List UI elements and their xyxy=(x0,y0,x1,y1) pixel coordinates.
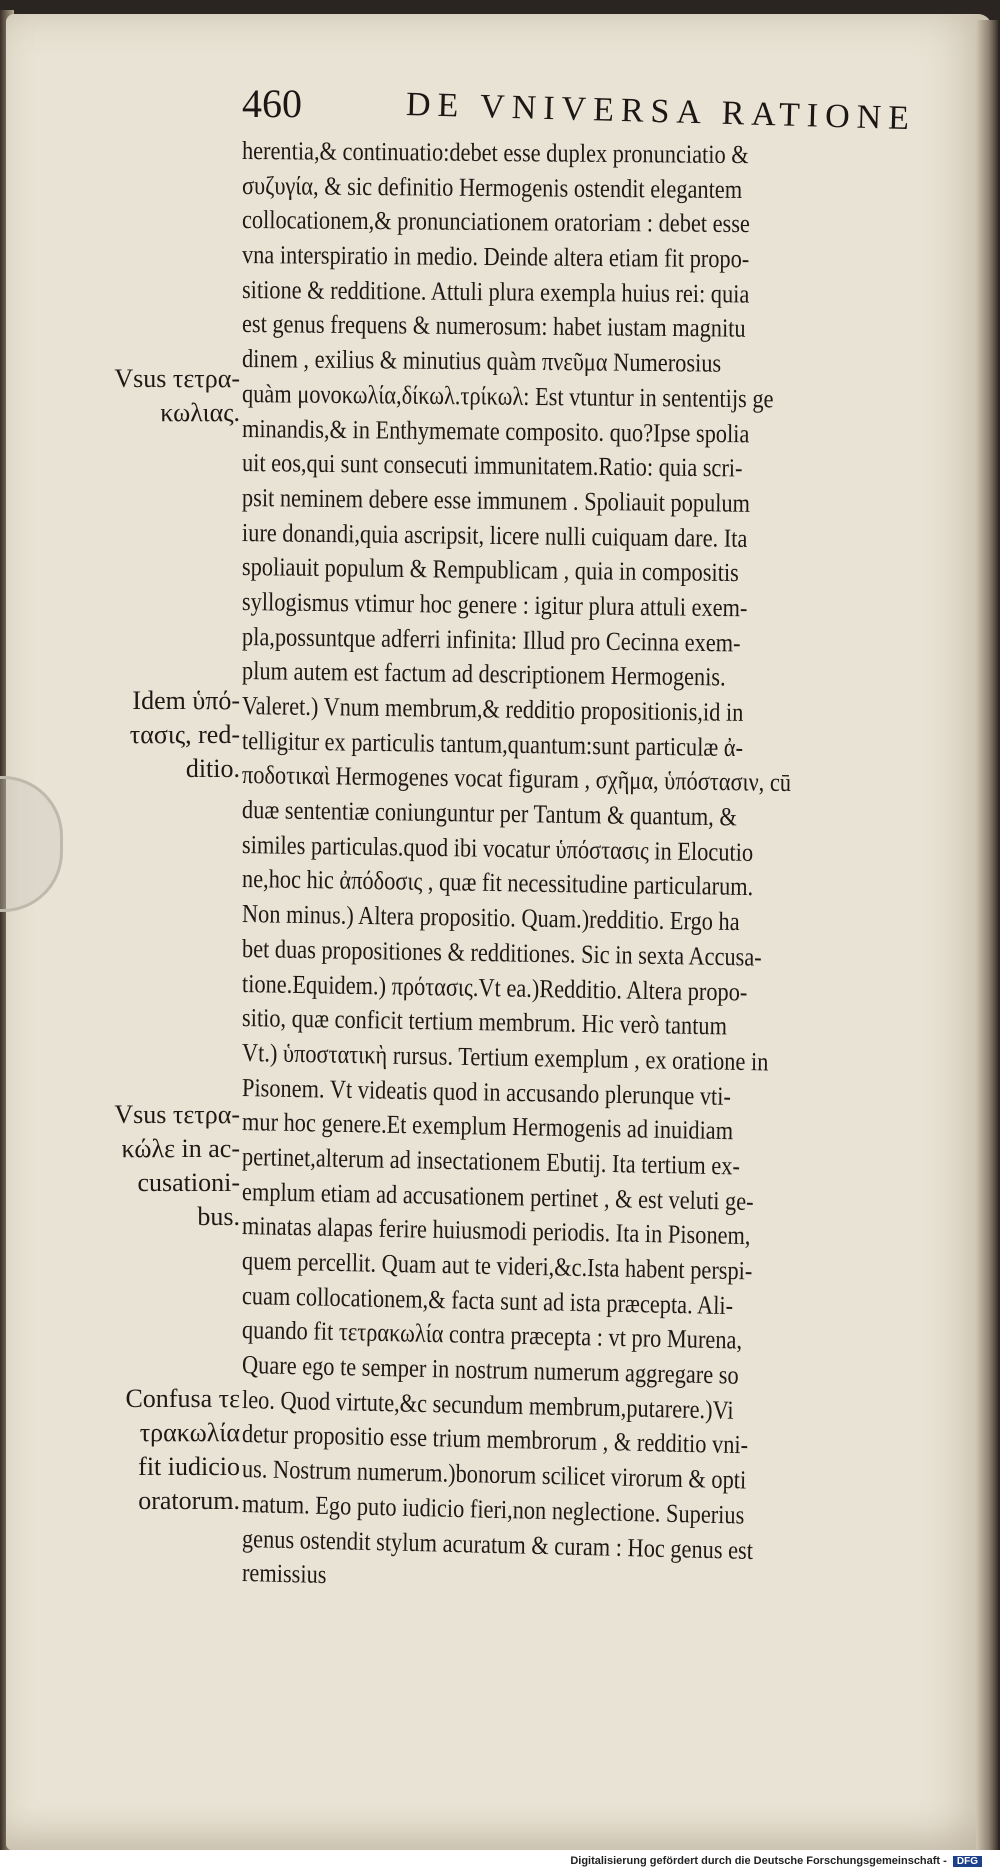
text-line: collocationem,& pronunciationem oratoriam : debet esse xyxy=(241,205,750,239)
text-line: leo. Quod virtute,&c secundum membrum,putarere.)Vi xyxy=(241,1384,734,1425)
marginal-note-line: bus. xyxy=(197,1202,240,1231)
text-line: minandis,& in Enthymemate composito. quo?Ipse spolia xyxy=(241,413,750,448)
text-line: similes particulas.quod ibi vocatur ὑπόστασις in Elocutio xyxy=(241,829,754,867)
marginal-note-line: κωλιας. xyxy=(160,398,240,427)
text-line: spoliauit populum & Rempublicam , quia in compositis xyxy=(241,552,739,588)
text-line: pertinet,alterum ad insectationem Ebutij. Ita tertium ex- xyxy=(241,1141,741,1181)
text-line: quem percellit. Quam aut te videri,&c.Ista habent perspi- xyxy=(241,1246,753,1286)
text-line: duæ sententiæ coniunguntur per Tantum & quantum, & xyxy=(241,795,737,832)
text-line: dinem , exilius & minutius quàm πνεῦμα Numerosius xyxy=(241,344,722,378)
text-line: emplum etiam ad accusationem pertinet , & est veluti ge- xyxy=(241,1176,754,1216)
marginal-note-line: cusationi- xyxy=(137,1168,240,1197)
text-line: Quare ego te semper in nostrum numerum aggregare so xyxy=(241,1350,739,1390)
text-line: quàm μονοκωλία,δίκωλ.τρίκωλ: Est vtuntur in sententijs ge xyxy=(241,378,774,414)
marginal-note-line: κώλε in ac- xyxy=(121,1134,240,1163)
text-line: συζυγία, & sic definitio Hermogenis ostendit elegantem xyxy=(241,170,743,204)
marginal-note-line: Vsus τετρα- xyxy=(114,1100,240,1129)
text-line: Valeret.) Vnum membrum,& redditio propositionis,id in xyxy=(241,691,744,727)
text-line: Vt.) ὑποστατικὴ rursus. Tertium exemplum , ex oratione in xyxy=(241,1037,769,1077)
dfg-logo: DFG xyxy=(953,1856,982,1867)
marginal-note xyxy=(70,684,240,786)
marginal-note-line: Vsus τετρα- xyxy=(114,364,240,393)
text-line: matum. Ego puto iudicio fieri,non neglectione. Superius xyxy=(241,1488,745,1530)
marginal-note xyxy=(70,362,240,430)
marginal-note-line: fit iudicio xyxy=(138,1452,240,1481)
text-line: quando fit τετρακωλία contra præcepta : vt pro Murena, xyxy=(241,1315,743,1355)
text-line: uit eos,qui sunt consecuti immunitatem.Ratio: quia scri- xyxy=(241,448,743,483)
text-line: Pisonem. Vt videatis quod in accusando plerunque vti- xyxy=(241,1072,732,1111)
text-line: ne,hoc hic ἀπόδοσις , quæ fit necessitudine particularum. xyxy=(241,864,754,902)
marginal-note-line: τρακωλία xyxy=(139,1418,240,1447)
text-line: genus ostendit stylum acuratum & curam : Hoc genus est xyxy=(241,1523,754,1565)
text-line: herentia,& continuatio:debet esse duplex pronunciatio & xyxy=(241,136,749,170)
text-line: syllogismus vtimur hoc genere : igitur plura attuli exem- xyxy=(241,586,748,623)
marginal-note xyxy=(70,1098,240,1234)
text-line: iure donandi,quia ascripsit, licere nulli cuiquam dare. Ita xyxy=(241,517,748,553)
text-line: pla,possuntque adferri infinita: Illud pro Cecinna exem- xyxy=(241,621,741,658)
text-line: plum autem est factum ad descriptionem Hermogenis. xyxy=(241,656,726,692)
text-line: minatas alapas ferire huiusmodi periodis. Ita in Pisonem, xyxy=(241,1211,751,1251)
marginal-note-line: oratorum. xyxy=(138,1486,240,1515)
text-line: mur hoc genere.Et exemplum Hermogenis ad inuidiam xyxy=(241,1107,734,1146)
text-line: Non minus.) Altera propositio. Quam.)redditio. Ergo ha xyxy=(241,899,740,937)
text-line: psit neminem debere esse immunem . Spoliauit populum xyxy=(241,482,751,518)
text-line: remissius xyxy=(241,1558,327,1590)
text-line: tione.Equidem.) πρότασις.Vt ea.)Redditio. Altera propo- xyxy=(241,968,748,1007)
marginal-note-line: Idem ὑπό- xyxy=(132,686,240,715)
text-line: sitione & redditione. Attuli plura exempla huius rei: quia xyxy=(241,274,750,309)
digitization-credit xyxy=(570,1855,982,1867)
marginal-note-line: τασις, red- xyxy=(129,720,240,749)
marginal-note xyxy=(70,1382,240,1518)
page-number: 460 xyxy=(242,81,302,126)
text-line: est genus frequens & numerosum: habet iustam magnitu xyxy=(241,309,746,344)
marginal-note-line: Confusa τε xyxy=(125,1384,240,1413)
marginal-note-line: ditio. xyxy=(185,754,240,783)
text-line: vna interspiratio in medio. Deinde altera etiam fit propo- xyxy=(241,240,750,274)
body-text xyxy=(242,134,982,1591)
text-line: us. Nostrum numerum.)bonorum scilicet virorum & opti xyxy=(241,1454,747,1495)
text-line: ποδοτικαὶ Hermogenes vocat figuram , σχῆμα, ὑπόστασιν, cū xyxy=(241,760,792,798)
running-head: DE VNIVERSA RATIONE xyxy=(405,86,917,138)
credit-text: Digitalisierung gefördert durch die Deutsche Forschungsgemeinschaft - xyxy=(570,1855,947,1867)
text-line: detur propositio esse trium membrorum , & redditio vni- xyxy=(241,1419,749,1460)
text-line: telligitur ex particulis tantum,quantum:sunt particulæ ἀ- xyxy=(241,725,744,762)
text-line: cuam collocationem,& facta sunt ad ista præcepta. Ali- xyxy=(241,1280,734,1320)
text-line: bet duas propositiones & redditiones. Sic in sexta Accusa- xyxy=(241,933,762,972)
text-line: sitio, quæ conficit tertium membrum. Hic verò tantum xyxy=(241,1003,728,1041)
